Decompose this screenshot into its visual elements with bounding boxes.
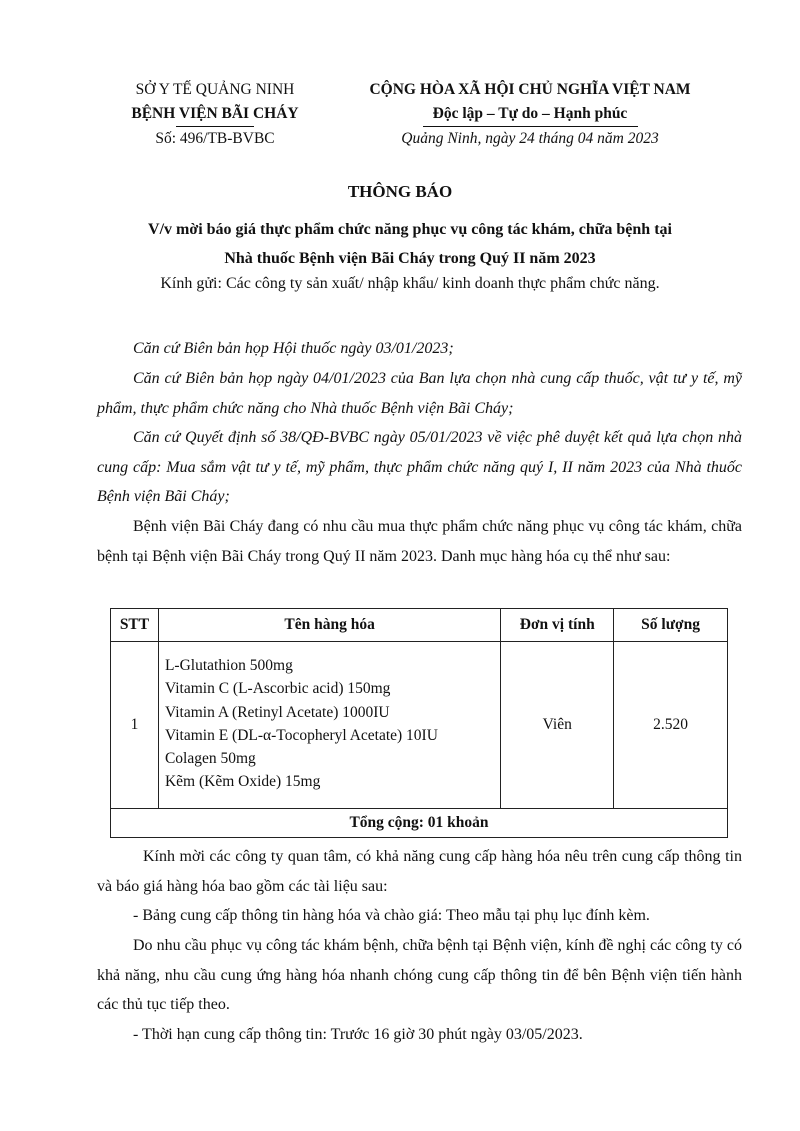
row-quantity: 2.520 [614,642,728,809]
ingredient-item: Vitamin A (Retinyl Acetate) 1000IU [164,703,390,721]
header-unit: Đơn vị tính [501,609,614,642]
goods-table [110,608,728,838]
hospital-name: BỆNH VIỆN BÃI CHÁY [131,105,299,122]
ingredient-item: L-Glutathion 500mg [164,657,293,674]
document-number: Số: 496/TB-BVBC [155,130,275,147]
header-stt: STT [111,609,159,642]
row-unit: Viên [501,642,614,809]
table-row [111,642,728,809]
row-item-name [158,642,500,809]
greeting: Kính gửi: Các công ty sản xuất/ nhập khẩu/ kinh doanh thực phẩm chức năng. [160,275,660,292]
basis-paragraph-3: Căn cứ Quyết định số 38/QĐ-BVBC ngày 05/01/2023 về việc phê duyệt kết quả lựa chọn nhà cung cấp: Mua sắm vật tư y tế, mỹ phẩm, thực phẩm chức năng quý I, II năm 2023 của Nhà thuốc Bệnh viện Bãi Cháy; [97,429,742,505]
row-stt: 1 [111,642,159,809]
subject-line-1: V/v mời báo giá thực phẩm chức năng phục vụ công tác khám, chữa bệnh tại [148,221,672,238]
issuer-block [110,78,320,151]
deadline-paragraph: - Thời hạn cung cấp thông tin: Trước 16 giờ 30 phút ngày 03/05/2023. [133,1026,583,1043]
document-requirement: - Bảng cung cấp thông tin hàng hóa và chào giá: Theo mẫu tại phụ lục đính kèm. [133,907,650,924]
invite-paragraph: Kính mời các công ty quan tâm, có khả năng cung cấp hàng hóa nêu trên cung cấp thông tin và báo giá hàng hóa bao gồm các tài liệu sau: [97,848,742,895]
ingredient-item: Colagen 50mg [164,750,256,768]
place-date: Quảng Ninh, ngày 24 tháng 04 năm 2023 [401,130,659,147]
table-total-row [111,808,728,837]
intro-paragraph: Bệnh viện Bãi Cháy đang có nhu cầu mua thực phẩm chức năng phục vụ công tác khám, chữa bệnh tại Bệnh viện Bãi Cháy trong Quý II năm 2023. Danh mục hàng hóa cụ thể như sau: [97,518,742,565]
basis-paragraph-1: Căn cứ Biên bản họp Hội thuốc ngày 03/01/2023; [133,340,454,357]
table-total: Tổng cộng: 01 khoản [111,808,728,837]
request-paragraph: Do nhu cầu phục vụ công tác khám bệnh, chữa bệnh tại Bệnh viện, kính đề nghị các công ty có khả năng, nhu cầu cung ứng hàng hóa nhanh chóng cung cấp thông tin để bên Bệnh viện tiến hành các thủ tục tiếp theo. [97,937,742,1013]
ingredient-item: Vitamin C (L-Ascorbic acid) 150mg [164,680,391,698]
document-subject [100,215,720,273]
national-header [350,78,710,151]
basis-paragraph-2: Căn cứ Biên bản họp ngày 04/01/2023 của Ban lựa chọn nhà cung cấp thuốc, vật tư y tế, mỹ phẩm, thực phẩm chức năng cho Nhà thuốc Bệnh viện Bãi Cháy; [97,370,742,417]
header-item-name: Tên hàng hóa [158,609,500,642]
parent-org: SỞ Y TẾ QUẢNG NINH [135,81,295,98]
ingredient-item: Kẽm (Kẽm Oxide) 15mg [164,773,321,791]
document-title: THÔNG BÁO [347,182,453,201]
ingredient-item: Vitamin E (DL-α-Tocopheryl Acetate) 10IU [164,726,438,744]
subject-line-2: Nhà thuốc Bệnh viện Bãi Cháy trong Quý II năm 2023 [224,250,596,267]
header-quantity: Số lượng [614,609,728,642]
table-header-row [111,609,728,642]
national-motto: Độc lập – Tự do – Hạnh phúc [432,105,628,122]
nation-name: CỘNG HÒA XÃ HỘI CHỦ NGHĨA VIỆT NAM [369,81,691,98]
